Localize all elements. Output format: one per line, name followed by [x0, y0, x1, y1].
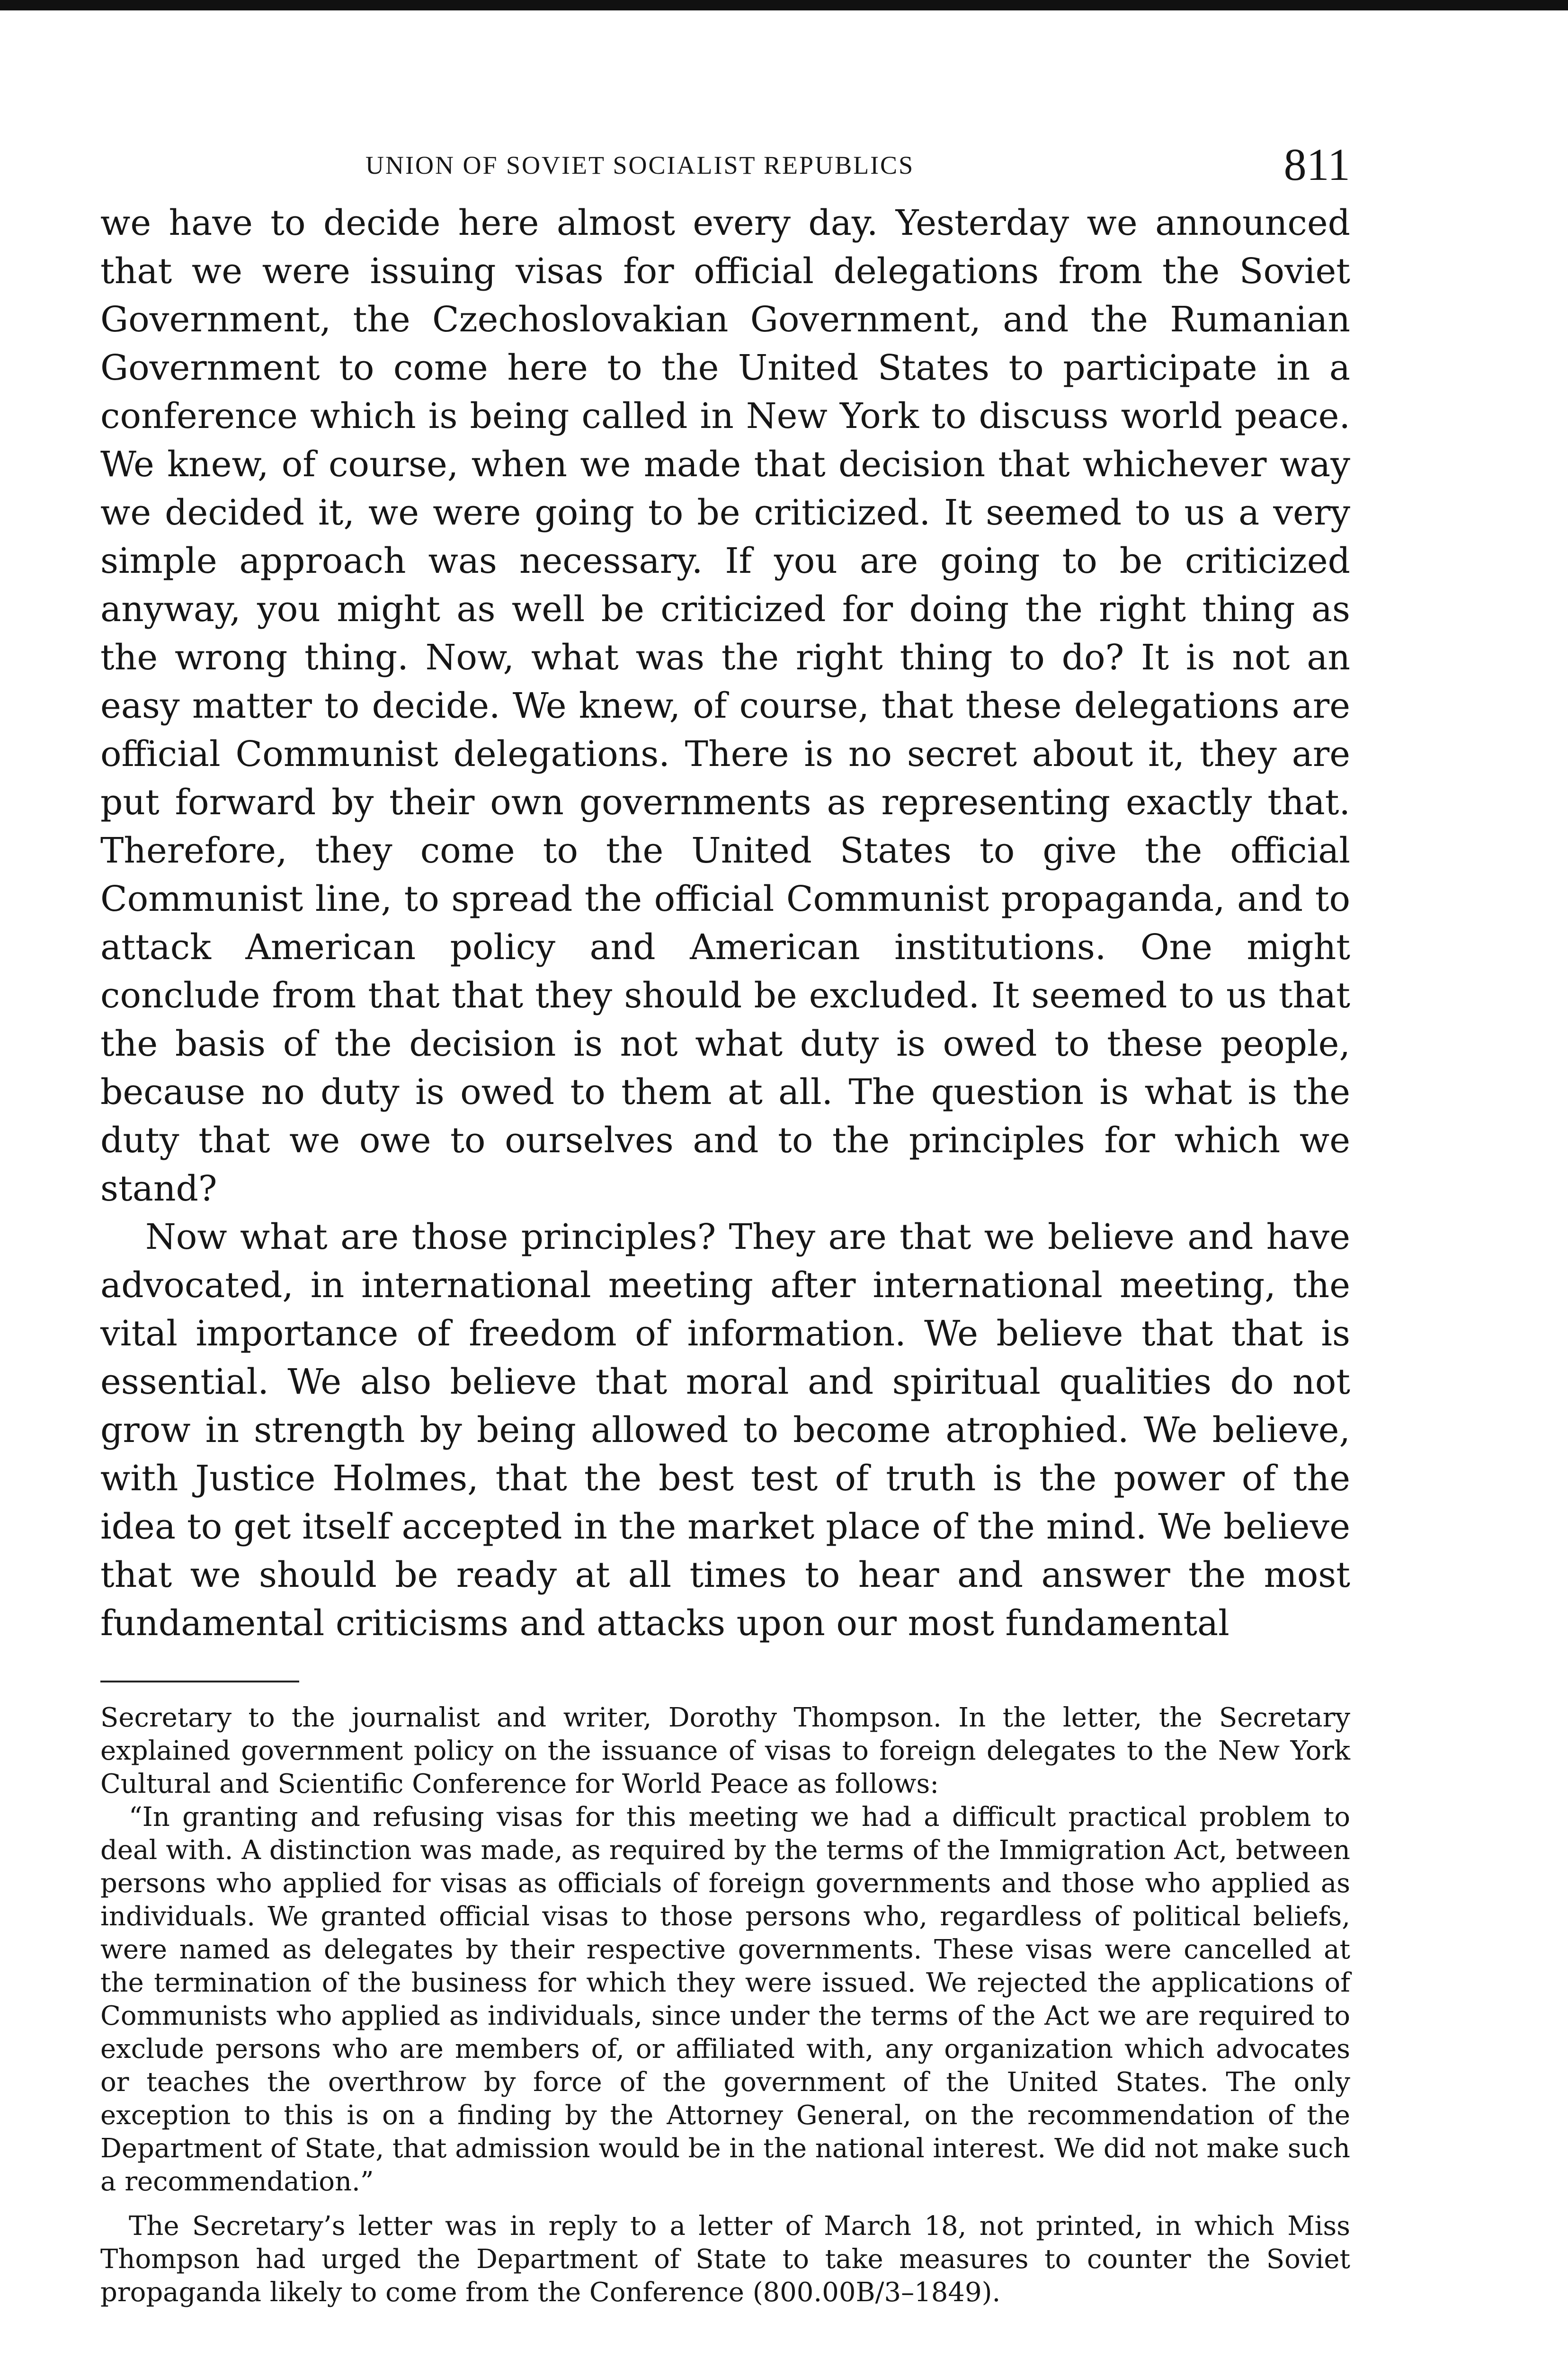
body-paragraph-1: we have to decide here almost every day. Yesterday we announced that we were issuing visas for official delegations from the Soviet Government, the Czechoslovakian Government, and the Rumanian Government to come here to the United States to participate in a conference which is being called in New York to discuss world peace. We knew, of course, when we made that decision that whichever way we decided it, we were going to be criticized. It seemed to us a very simple approach was necessary. If you are going to be criticized anyway, you might as well be criticized for doing the right thing as the wrong thing. Now, what was the right thing to do? It is not an easy matter to decide. We knew, of course, that these delegations are official Communist delegations. There is no secret about it, they are put forward by their own governments as representing exactly that. Therefore, they come to the United States to give the official Communist line, to spread the official Communist propaganda, and to attack American policy and American institutions. One might conclude from that that they should be excluded. It seemed to us that the basis of the decision is not what duty is owed to these people, because no duty is owed to them at all. The question is what is the duty that we owe to ourselves and to the principles for which we stand? [100, 203, 1350, 1209]
top-edge-rule [0, 0, 1568, 10]
footnote-paragraph-1: Secretary to the journalist and writer, Dorothy Thompson. In the letter, the Secretary explained government policy on the issuance of visas to foreign delegates to the New York Cultural and Scientific Conference for World Peace as follows: [100, 1702, 1350, 1799]
page-number: 811 [1283, 139, 1350, 190]
footnote-paragraph-2: “In granting and refusing visas for this meeting we had a difficult practical problem to deal with. A distinction was made, as required by the terms of the Immigration Act, between persons who applied for visas as officials of foreign governments and those who applied as individuals. We granted official visas to those persons who, regardless of political beliefs, were named as delegates by their respective governments. These visas were cancelled at the termination of the business for which they were issued. We rejected the applications of Communists who applied as individuals, since under the terms of the Act we are required to exclude persons who are members of, or affiliated with, any organization which advocates or teaches the overthrow by force of the government of the United States. The only exception to this is on a finding by the Attorney General, on the recommendation of the Department of State, that admission would be in the national interest. We did not make such a recommendation.” [100, 1802, 1350, 2197]
body-paragraph-2: Now what are those principles? They are that we believe and have advocated, in international meeting after international meeting, the vital importance of freedom of information. We believe that that is essential. We also believe that moral and spiritual qualities do not grow in strength by being allowed to become atrophied. We believe, with Justice Holmes, that the best test of truth is the power of the idea to get itself accepted in the market place of the mind. We believe that we should be ready at all times to hear and answer the most fundamental criticisms and attacks upon our most fundamental [100, 1217, 1350, 1644]
page-header [100, 139, 1350, 199]
running-head: UNION OF SOVIET SOCIALIST REPUBLICS [365, 151, 915, 179]
document-page [100, 139, 1350, 2309]
footnote-paragraph-3: The Secretary’s letter was in reply to a letter of March 18, not printed, in which Miss Thompson had urged the Department of State to take measures to counter the Soviet propaganda likely to come from the Conference (800.00B/3–1849). [100, 2211, 1350, 2308]
footnote-divider [100, 1681, 299, 1682]
